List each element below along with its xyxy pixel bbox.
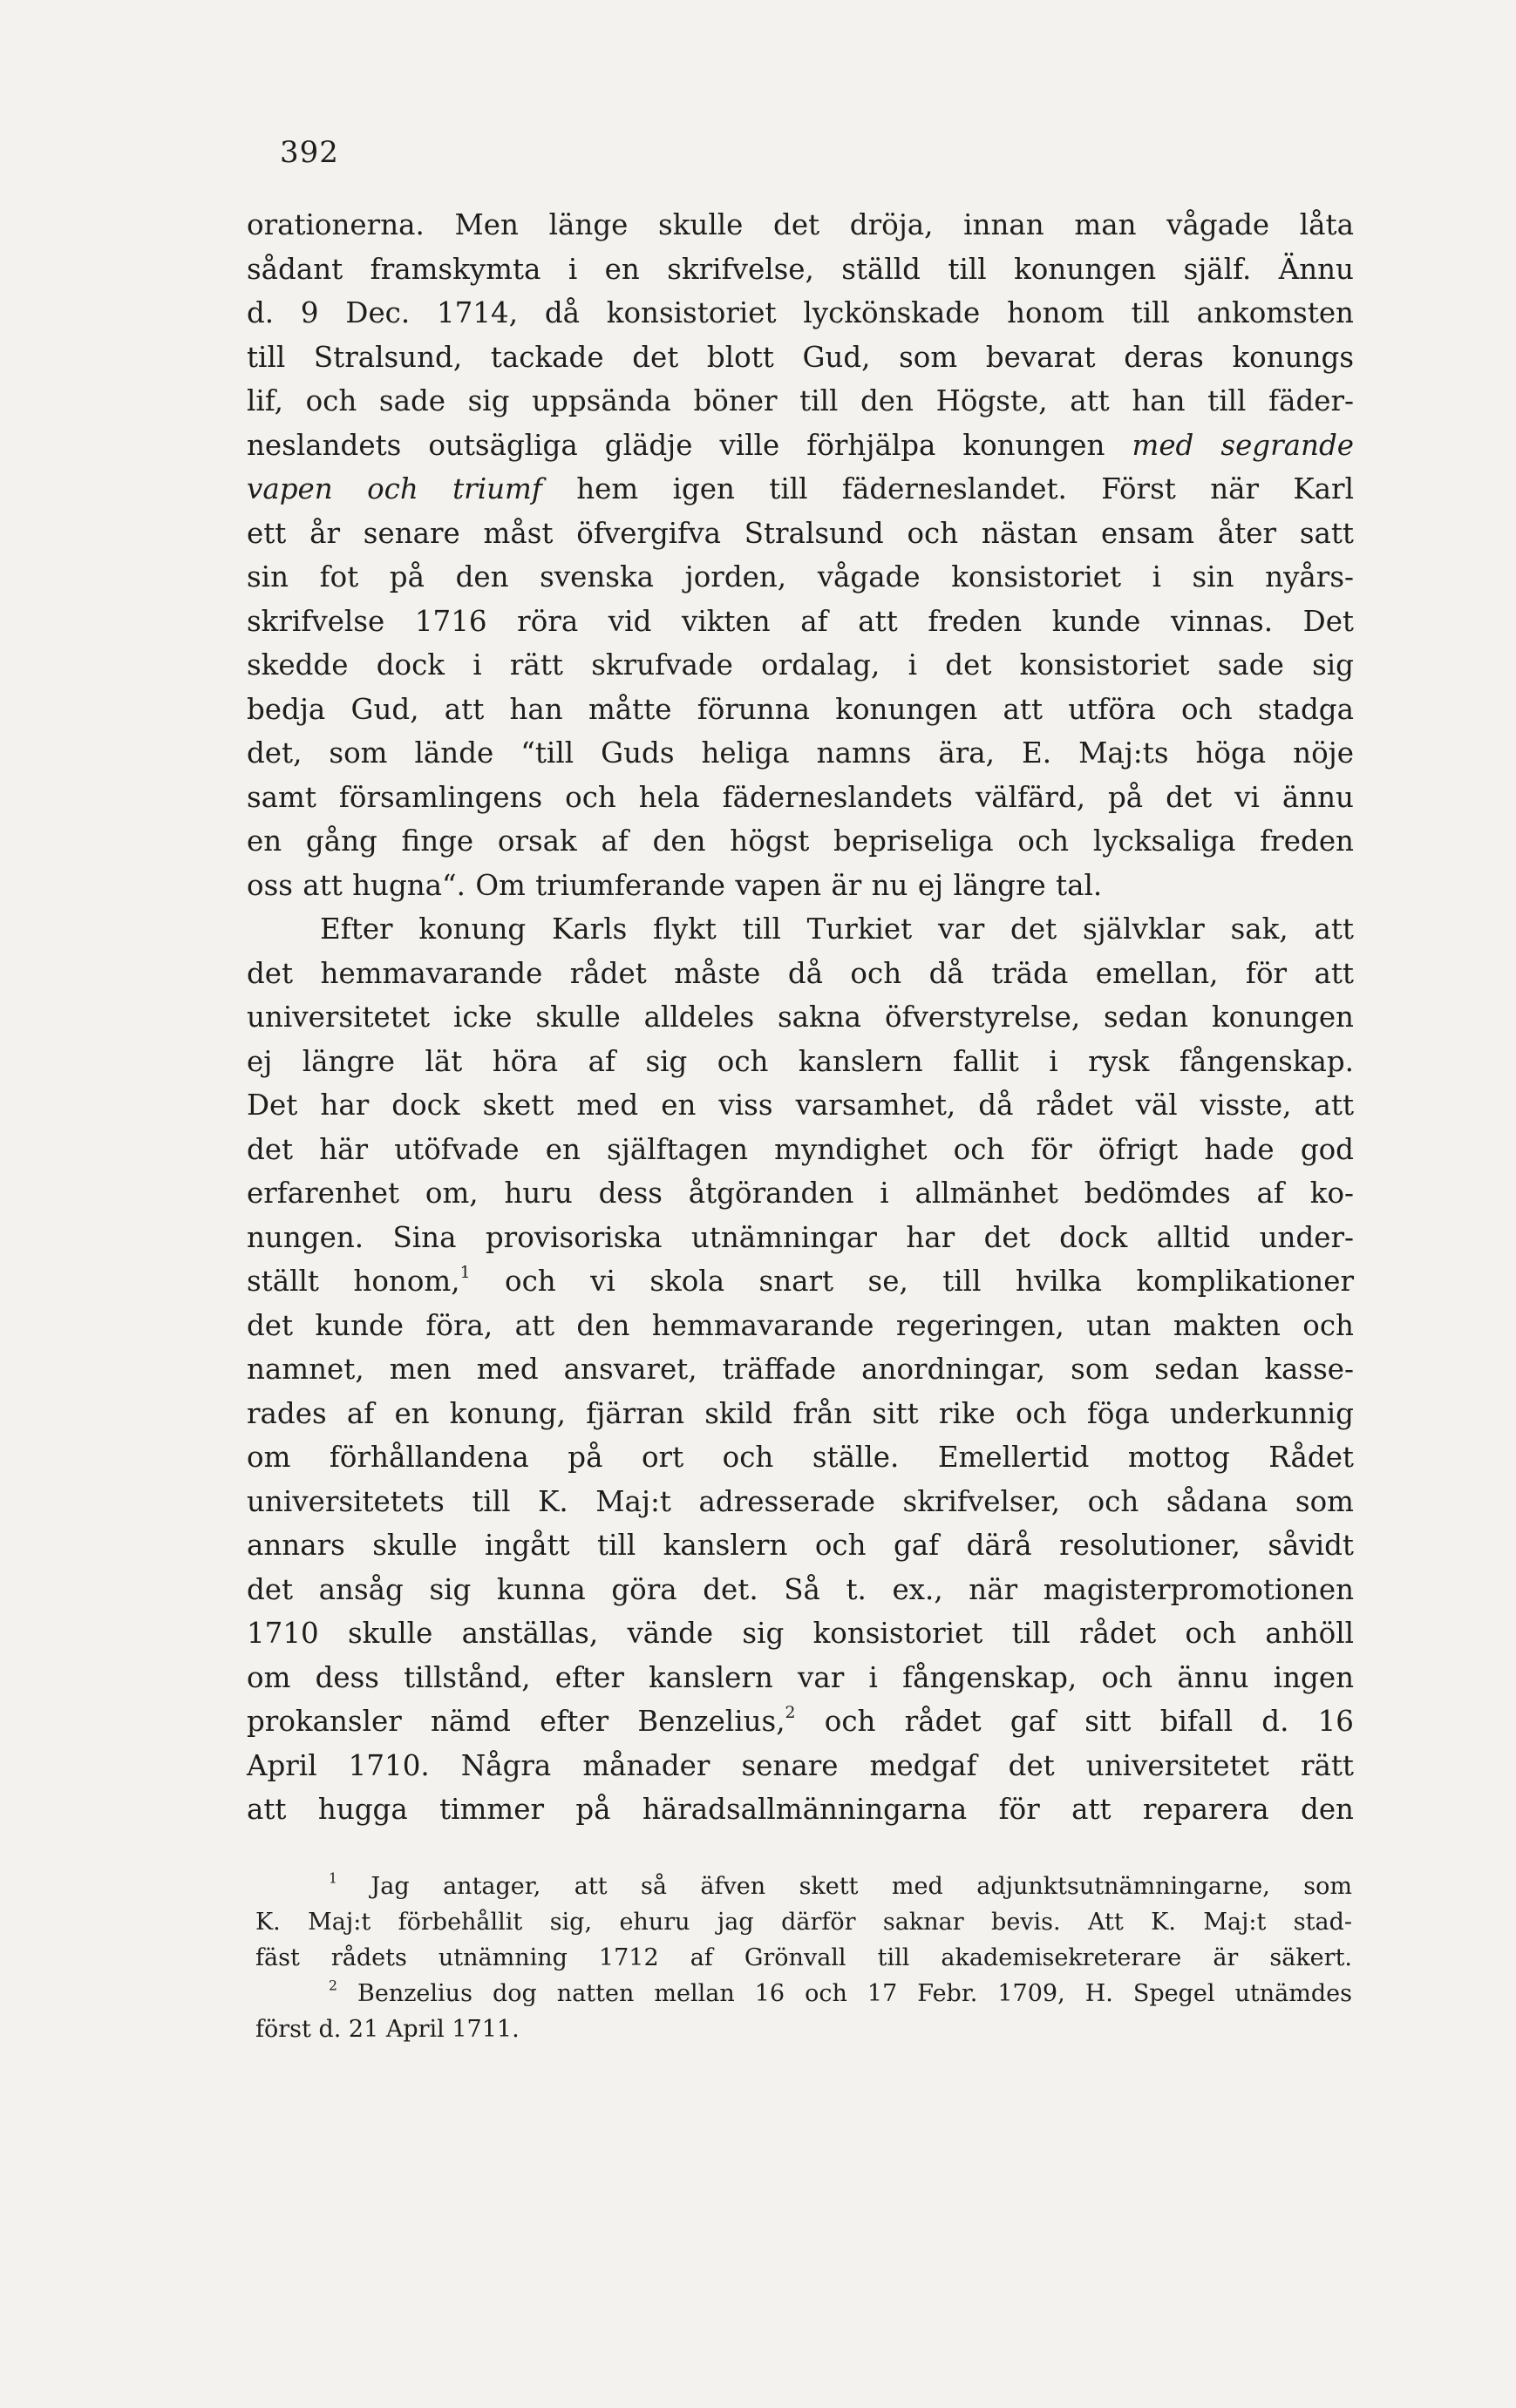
text-line: ej längre lät höra af sig och kanslern fallit i rysk fångenskap. [247, 1044, 1354, 1078]
text-line: lif, och sade sig uppsända böner till den Högste, att han till fäder- [247, 384, 1354, 417]
text-line: bedja Gud, att han måtte förunna konungen att utföra och stadga [247, 692, 1354, 726]
text-line: det ansåg sig kunna göra det. Så t. ex., när magisterpromotionen [247, 1572, 1354, 1606]
text-line: om dess tillstånd, efter kanslern var i fångenskap, och ännu ingen [247, 1660, 1354, 1694]
text-line: d. 9 Dec. 1714, då konsistoriet lyckönskade honom till ankomsten [247, 296, 1354, 329]
text-line: Efter konung Karls flykt till Turkiet var det självklar sak, att [320, 912, 1354, 946]
text-line: Det har dock skett med en viss varsamhet, då rådet väl visste, att [247, 1089, 1354, 1122]
text-line [247, 1259, 1354, 1304]
footnote-line: fäst rådets utnämning 1712 af Grönvall till akademisekreterare är säkert. [255, 1944, 1352, 1971]
text-line: om förhållandena på ort och ställe. Emellertid mottog Rådet [247, 1441, 1354, 1474]
text-line: universitetets till K. Maj:t adresserade skrifvelser, och sådana som [247, 1484, 1354, 1518]
text-segment: och rådet gaf sitt bifall d. 16 [824, 1705, 1354, 1738]
text-line: en gång finge orsak af den högst bepriseliga och lycksaliga freden [247, 824, 1354, 858]
text-line: rades af en konung, fjärran skild från sitt rike och föga underkunnig [247, 1396, 1354, 1430]
footnote-line [255, 1869, 1352, 1904]
text-line: samt församlingens och hela fäderneslandets välfärd, på det vi ännu [247, 780, 1354, 814]
text-segment: Benzelius dog natten mellan 16 och 17 Febr. 1709, H. Spegel utnämdes [357, 1980, 1352, 2007]
text-line: namnet, men med ansvaret, träffade anordningar, som sedan kasse- [247, 1353, 1354, 1386]
text-segment: ställt honom, [247, 1265, 460, 1298]
text-line: det här utöfvade en själftagen myndighet och för öfrigt hade god [247, 1132, 1354, 1166]
text-segment: hem igen till fäderneslandet. Först när Karl [576, 472, 1354, 505]
footnote-ref: 2 [785, 1703, 796, 1722]
text-line [247, 1699, 1354, 1744]
text-line [247, 424, 1354, 468]
footnote-marker: 1 [329, 1869, 337, 1887]
text-segment: och vi skola snart se, till hvilka komplikationer [505, 1265, 1354, 1298]
text-line: skedde dock i rätt skrufvade ordalag, i det konsistoriet sade sig [247, 648, 1354, 682]
body-text [247, 203, 1354, 1832]
text-segment: prokansler nämd efter Benzelius, [247, 1705, 785, 1738]
footnote-ref: 1 [459, 1263, 471, 1282]
footnote-line: först d. 21 April 1711. [255, 2016, 520, 2043]
text-line: April 1710. Några månader senare medgaf det universitetet rätt [247, 1748, 1354, 1782]
text-line: ett år senare måst öfvergifva Stralsund och nästan ensam åter satt [247, 516, 1354, 550]
text-line: nungen. Sina provisoriska utnämningar har det dock alltid under- [247, 1220, 1354, 1254]
text-line: skrifvelse 1716 röra vid vikten af att freden kunde vinnas. Det [247, 604, 1354, 638]
text-line: universitetet icke skulle alldeles sakna öfverstyrelse, sedan konungen [247, 1001, 1354, 1034]
text-line [247, 467, 1354, 512]
text-line: att hugga timmer på häradsallmänningarna för att reparera den [247, 1793, 1354, 1826]
text-line: 1710 skulle anställas, vände sig konsistoriet till rådet och anhöll [247, 1617, 1354, 1650]
text-line: det, som lände “till Guds heliga namns ära, E. Maj:ts höga nöje [247, 736, 1354, 770]
text-line: oss att hugna“. Om triumferande vapen är nu ej längre tal. [247, 868, 1103, 902]
italic-text: vapen och triumf [247, 472, 542, 505]
italic-text: med segrande [1132, 428, 1354, 462]
text-line: orationerna. Men länge skulle det dröja, innan man vågade låta [247, 208, 1354, 241]
text-segment: Jag antager, att så äfven skett med adjunktsutnämningarne, som [371, 1873, 1352, 1900]
text-line: annars skulle ingått till kanslern och gaf därå resolutioner, såvidt [247, 1529, 1354, 1562]
footnote-line: K. Maj:t förbehållit sig, ehuru jag därför saknar bevis. Att K. Maj:t stad- [255, 1909, 1352, 1936]
text-segment: neslandets outsägliga glädje ville förhjälpa konungen [247, 428, 1105, 462]
footnote-line [255, 1976, 1352, 2011]
text-line: sådant framskymta i en skrifvelse, ställd till konungen själf. Ännu [247, 252, 1354, 286]
footnotes [255, 1869, 1352, 2047]
text-line: det hemmavarande rådet måste då och då träda emellan, för att [247, 956, 1354, 990]
text-line: till Stralsund, tackade det blott Gud, som bevarat deras konungs [247, 340, 1354, 374]
text-line: det kunde föra, att den hemmavarande regeringen, utan makten och [247, 1308, 1354, 1342]
page-number: 392 [280, 135, 339, 170]
text-line: sin fot på den svenska jorden, vågade konsistoriet i sin nyårs- [247, 560, 1354, 594]
text-line: erfarenhet om, huru dess åtgöranden i allmänhet bedömdes af ko- [247, 1177, 1354, 1210]
footnote-marker: 2 [329, 1977, 337, 1994]
